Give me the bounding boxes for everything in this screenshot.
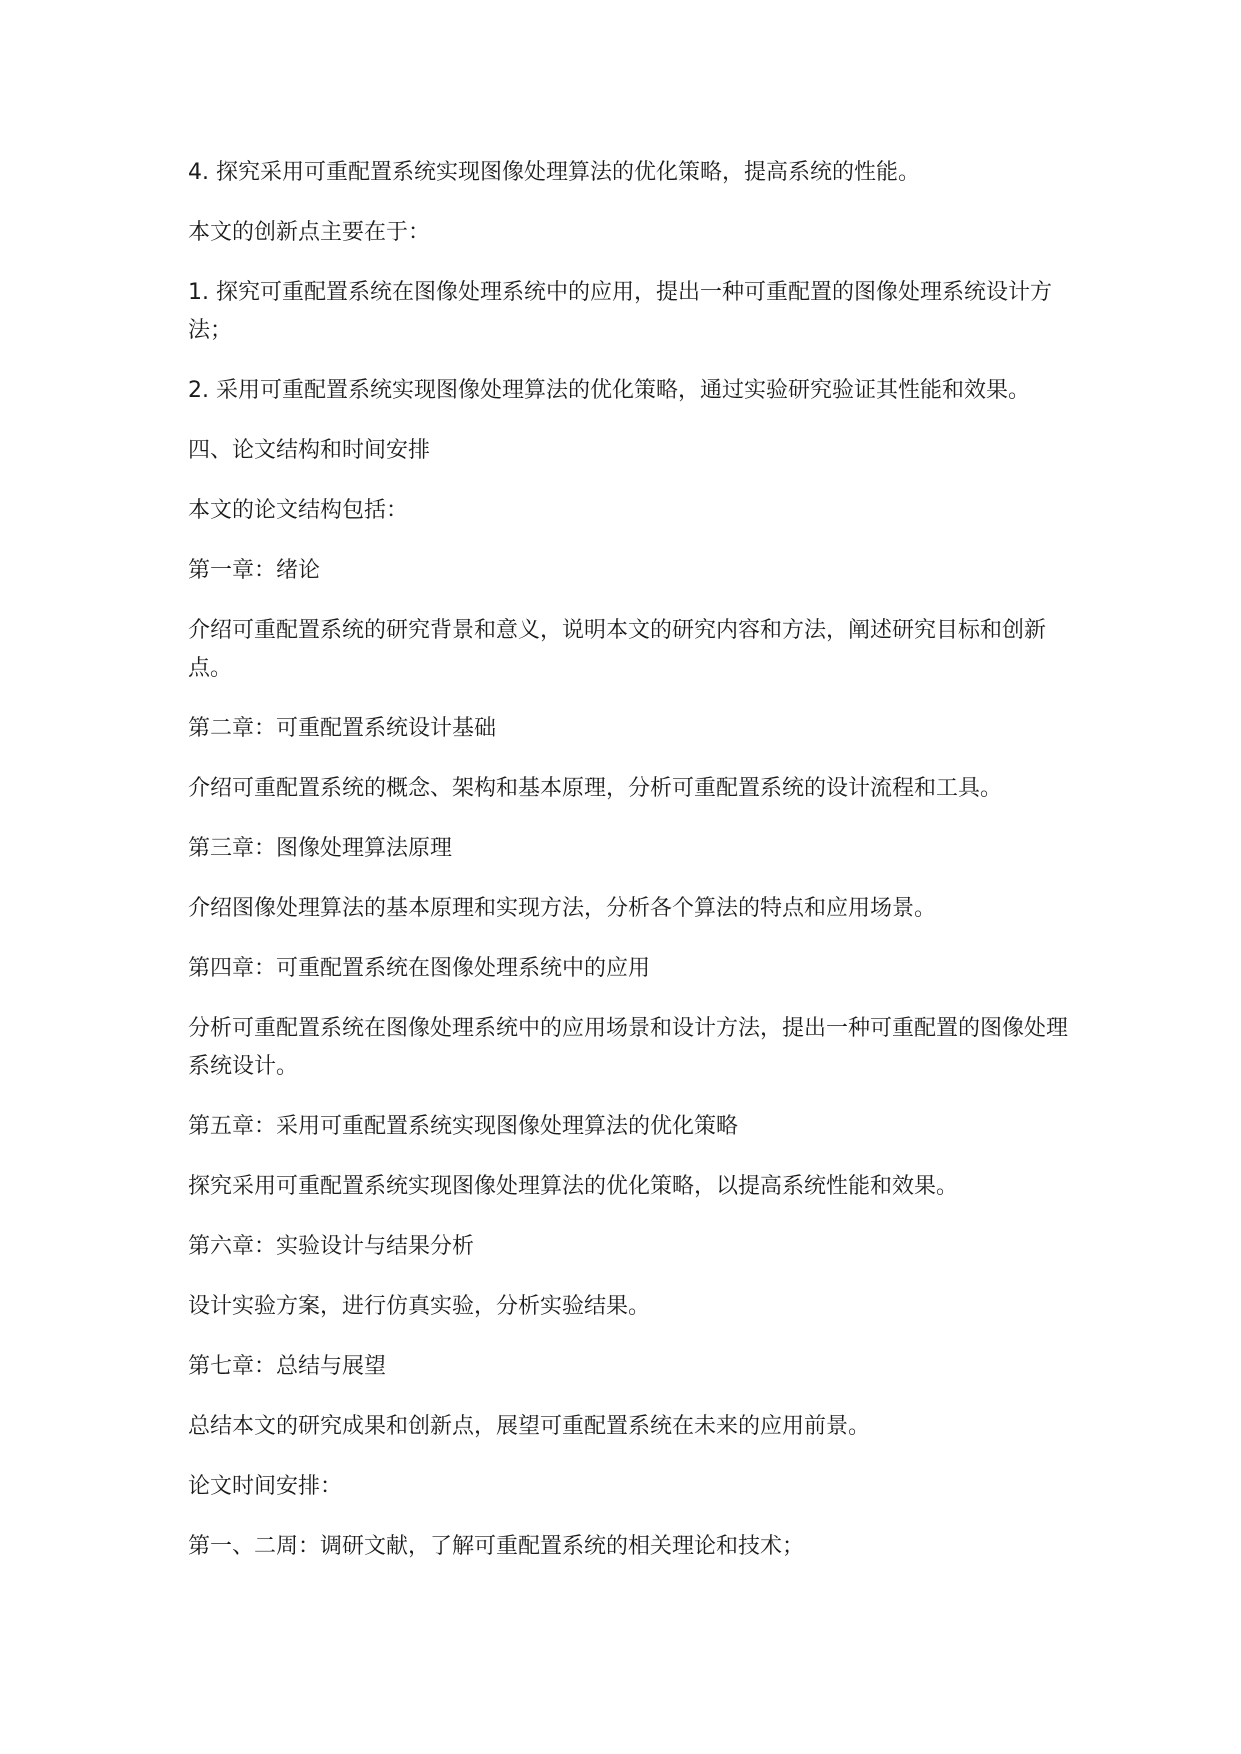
section-heading: 四、论文结构和时间安排 [188, 438, 431, 463]
paragraph-innovation-2: 2. 采用可重配置系统实现图像处理算法的优化策略，通过实验研究验证其性能和效果。 [188, 378, 1030, 403]
paragraph-structure-intro: 本文的论文结构包括： [188, 498, 409, 523]
chapter-4-desc: 分析可重配置系统在图像处理系统中的应用场景和设计方法，提出一种可重配置的图像处理系统设计。 [188, 1016, 1069, 1079]
chapter-2-desc: 介绍可重配置系统的概念、架构和基本原理，分析可重配置系统的设计流程和工具。 [188, 776, 1003, 801]
chapter-4-title: 第四章：可重配置系统在图像处理系统中的应用 [188, 956, 651, 981]
paragraph-innovation-intro: 本文的创新点主要在于： [188, 220, 431, 245]
paragraph-objective-4: 4. 探究采用可重配置系统实现图像处理算法的优化策略，提高系统的性能。 [188, 160, 920, 185]
chapter-1-title: 第一章：绪论 [188, 558, 321, 583]
chapter-7-title: 第七章：总结与展望 [188, 1354, 387, 1379]
chapter-3-title: 第三章：图像处理算法原理 [188, 836, 453, 861]
chapter-2-title: 第二章：可重配置系统设计基础 [188, 716, 497, 741]
chapter-5-title: 第五章：采用可重配置系统实现图像处理算法的优化策略 [188, 1114, 739, 1139]
chapter-1-desc: 介绍可重配置系统的研究背景和意义，说明本文的研究内容和方法，阐述研究目标和创新点。 [188, 618, 1047, 681]
document-body [188, 154, 1068, 1588]
chapter-6-desc: 设计实验方案，进行仿真实验，分析实验结果。 [188, 1294, 651, 1319]
chapter-3-desc: 介绍图像处理算法的基本原理和实现方法，分析各个算法的特点和应用场景。 [188, 896, 937, 921]
schedule-heading: 论文时间安排： [188, 1474, 343, 1499]
chapter-7-desc: 总结本文的研究成果和创新点，展望可重配置系统在未来的应用前景。 [188, 1414, 871, 1439]
paragraph-innovation-1: 1. 探究可重配置系统在图像处理系统中的应用，提出一种可重配置的图像处理系统设计方法； [188, 280, 1052, 343]
chapter-6-title: 第六章：实验设计与结果分析 [188, 1234, 475, 1259]
schedule-item-1: 第一、二周：调研文献，了解可重配置系统的相关理论和技术； [188, 1534, 805, 1559]
chapter-5-desc: 探究采用可重配置系统实现图像处理算法的优化策略，以提高系统性能和效果。 [188, 1174, 959, 1199]
